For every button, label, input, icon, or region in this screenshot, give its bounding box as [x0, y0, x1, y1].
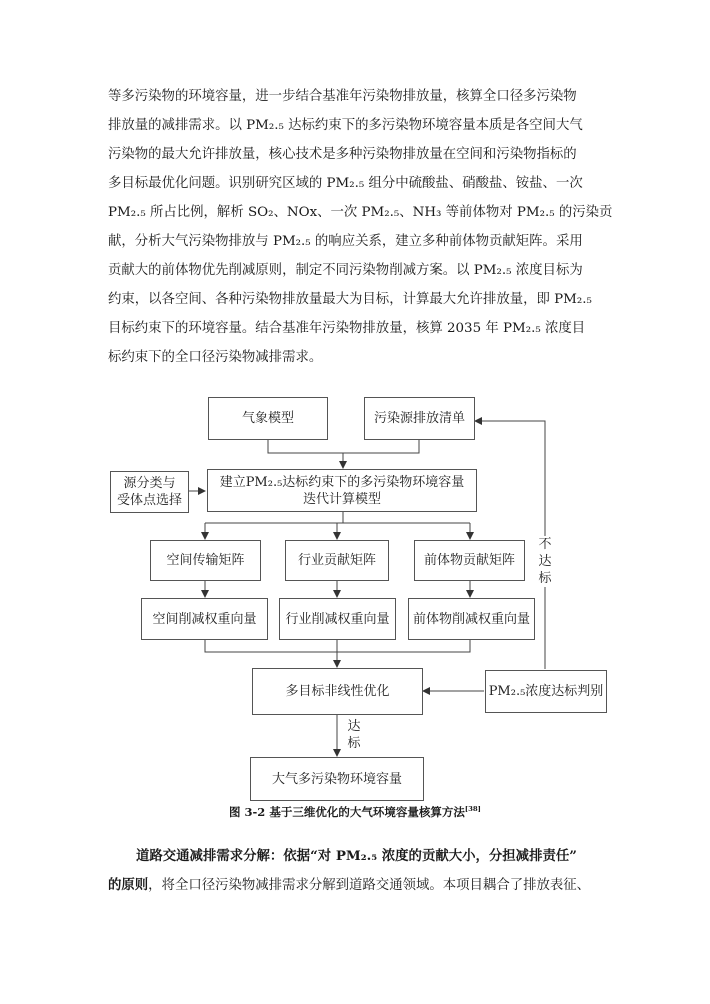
text-line: 污染物的最大允许排放量，核心技术是多种污染物排放量在空间和污染物指标的: [108, 147, 577, 162]
pm-check-box: [485, 670, 607, 713]
bold-lead: 道路交通减排需求分解：依据“对 PM₂.₅ 浓度的贡献大小，分担减排责任”: [136, 848, 577, 864]
not-met-label: [538, 536, 552, 587]
precursor-matrix-label: 前体物贡献矩阵: [423, 553, 515, 568]
industry-matrix-label: 行业贡献矩阵: [297, 553, 376, 568]
emission-inventory-box: [364, 397, 475, 440]
spatial-weight-label: 空间削减权重向量: [152, 611, 257, 627]
source-selection-line1: 源分类与: [123, 476, 176, 491]
source-selection-box: [110, 471, 189, 513]
text-line: 约束，以各空间、各种污染物排放量最大为目标，计算最大允许排放量，即 PM₂.₅: [108, 292, 592, 307]
iterative-model-line2: 迭代计算模型: [302, 491, 381, 507]
text-line: 目标约束下的环境容量。结合基准年污染物排放量，核算 2035 年 PM₂.₅ 浓度目: [108, 321, 586, 336]
text-line: 献，分析大气污染物排放与 PM₂.₅ 的响应关系，建立多种前体物贡献矩阵。采用: [108, 234, 583, 249]
industry-weight-box: [279, 598, 396, 640]
top-merge-line: [268, 440, 419, 453]
text-line: 标约束下的全口径污染物减排需求。: [108, 350, 323, 365]
text-line: 贡献大的前体物优先削减原则，制定不同污染物削减方案。以 PM₂.₅ 浓度目标为: [108, 263, 583, 278]
figure-caption: [0, 804, 710, 820]
source-selection-line2: 受体点选择: [116, 493, 182, 508]
not-met-char: 达: [538, 554, 552, 569]
precursor-weight-label: 前体物削减权重向量: [412, 611, 530, 627]
text-line: [108, 842, 604, 871]
capacity-box: [250, 757, 424, 801]
body-text: ，将全口径污染物减排需求分解到道路交通领域。本项目耦合了排放表征、: [148, 878, 591, 893]
second-paragraph: [108, 842, 604, 900]
pm-check-label: PM₂.₅浓度达标判别: [488, 684, 604, 699]
spatial-matrix-box: [150, 540, 261, 581]
caption-reference: [38]: [464, 805, 481, 813]
precursor-weight-box: [408, 598, 535, 640]
meteo-model-box: [208, 397, 328, 440]
not-met-char: 标: [538, 571, 552, 586]
met-char: 标: [347, 736, 361, 751]
optimization-label: 多目标非线性优化: [285, 684, 390, 699]
met-char: 达: [347, 719, 361, 734]
text-line: PM₂.₅ 所占比例，解析 SO₂、NOx、一次 PM₂.₅、NH₃ 等前体物对 PM₂.₅ 的污染贡: [108, 205, 613, 220]
caption-text: 图 3-2 基于三维优化的大气环境容量核算方法: [229, 805, 465, 819]
optimization-box: [252, 668, 423, 715]
text-line: 等多污染物的环境容量，进一步结合基准年污染物排放量，核算全口径多污染物: [108, 89, 577, 104]
text-line: 多目标最优化问题。识别研究区域的 PM₂.₅ 组分中硫酸盐、硝酸盐、铵盐、一次: [108, 176, 583, 191]
iterative-model-box: [207, 469, 477, 512]
precursor-matrix-box: [414, 540, 525, 581]
industry-matrix-box: [285, 540, 389, 581]
text-line: 排放量的减排需求。以 PM₂.₅ 达标约束下的多污染物环境容量本质是各空间大气: [108, 118, 583, 133]
not-met-char: 不: [538, 537, 552, 552]
industry-weight-label: 行业削减权重向量: [285, 611, 390, 627]
bold-lead-cont: 的原则: [108, 877, 149, 893]
emission-inventory-label: 污染源排放清单: [373, 411, 465, 426]
spatial-matrix-label: 空间传输矩阵: [166, 553, 245, 568]
spatial-weight-box: [141, 598, 268, 640]
met-label: [347, 718, 361, 752]
iterative-model-line1: 建立PM₂.₅达标约束下的多污染物环境容量: [219, 474, 465, 490]
capacity-label: 大气多污染物环境容量: [271, 771, 402, 787]
meteo-model-label: 气象模型: [241, 411, 294, 426]
text-line: [108, 871, 604, 900]
